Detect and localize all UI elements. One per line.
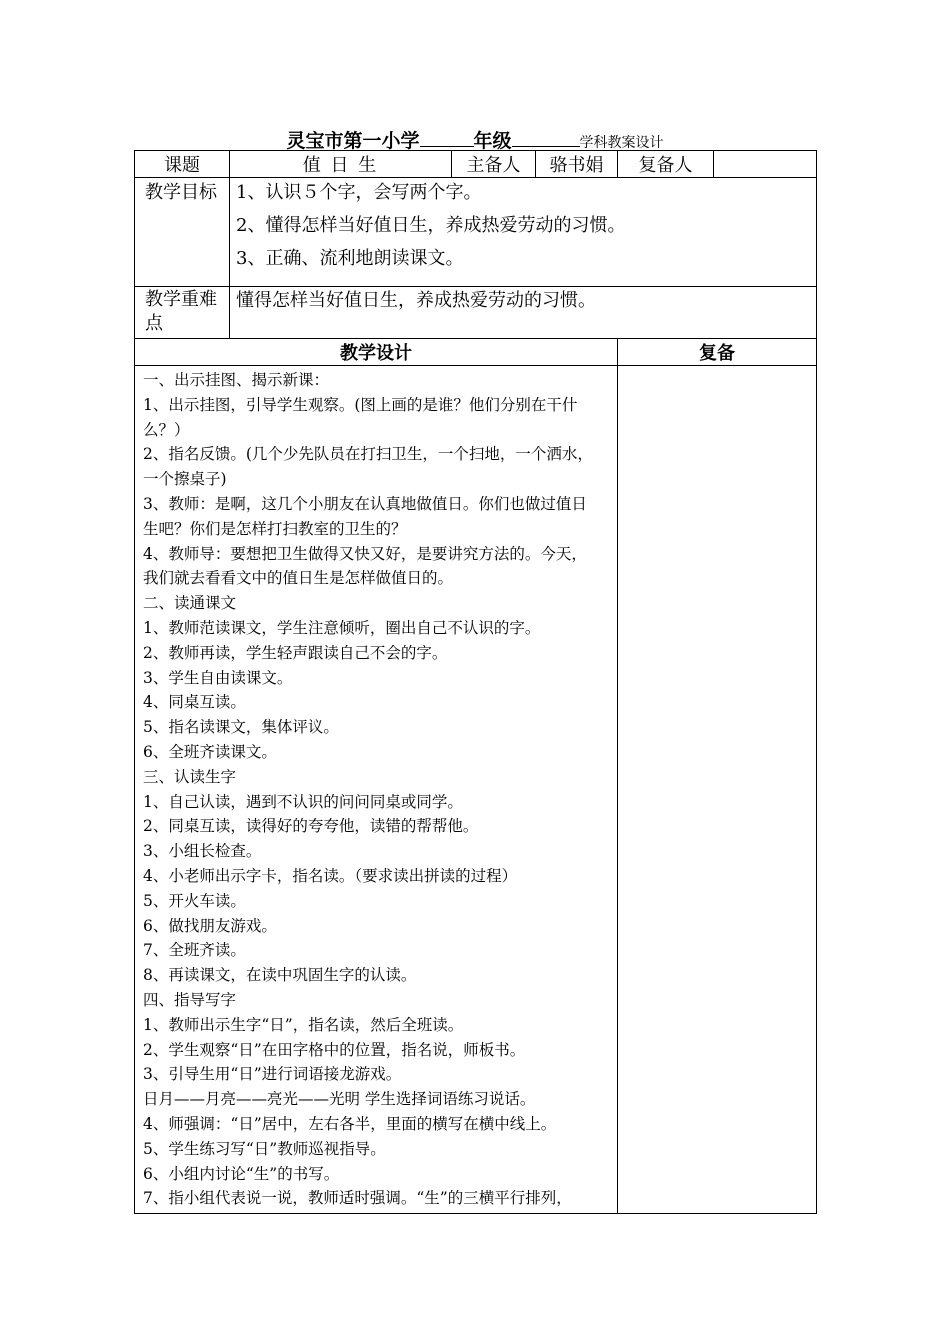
design-line: 6、做找朋友游戏。 <box>143 916 277 935</box>
goal-item: 2、懂得怎样当好值日生，养成热爱劳动的习惯。 <box>236 215 626 236</box>
review-content <box>618 366 817 1214</box>
design-line: 1、出示挂图，引导学生观察。(图上画的是谁？他们分别在干什 <box>143 395 578 414</box>
design-line: 3、教师：是啊，这几个小朋友在认真地做值日。你们也做过值日 <box>143 494 587 513</box>
co-value <box>714 151 817 178</box>
difficulty-text: 懂得怎样当好值日生，养成热爱劳动的习惯。 <box>230 287 817 339</box>
design-line: 二、读通课文 <box>143 594 237 613</box>
design-line: 3、引导生用“日”进行词语接龙游戏。 <box>143 1065 402 1084</box>
goal-item: 3、正确、流利地朗读课文。 <box>236 248 464 269</box>
design-line: 么？） <box>143 420 190 439</box>
design-label: 教学设计 <box>135 339 618 366</box>
design-line: 我们就去看看文中的值日生是怎样做值日的。 <box>143 569 454 588</box>
topic-value: 值 日 生 <box>230 151 452 178</box>
goals-content <box>230 178 817 287</box>
difficulty-label: 教学重难点 <box>135 287 230 339</box>
co-label: 复备人 <box>618 151 714 178</box>
design-header-row <box>135 339 817 366</box>
design-line: 2、教师再读，学生轻声跟读自己不会的字。 <box>143 643 448 662</box>
blank-line <box>512 128 580 147</box>
design-line: 2、学生观察“日”在田字格中的位置，指名说，师板书。 <box>143 1040 526 1059</box>
design-line: 1、教师范读课文，学生注意倾听，圈出自己不认识的字。 <box>143 618 541 637</box>
lesson-plan-table <box>134 150 817 1214</box>
design-line: 一个擦桌子) <box>143 470 227 489</box>
design-line: 4、同桌互读。 <box>143 693 246 712</box>
goals-row <box>135 178 817 287</box>
design-line: 6、全班齐读课文。 <box>143 742 277 761</box>
design-line: 7、全班齐读。 <box>143 941 246 960</box>
design-line: 四、指导写字 <box>143 990 237 1009</box>
lead-value: 骆书娟 <box>536 151 618 178</box>
design-line: 4、小老师出示字卡，指名读。（要求读出拼读的过程） <box>143 866 518 885</box>
design-line: 5、指名读课文，集体评议。 <box>143 718 339 737</box>
title-suffix: 学科教案设计 <box>579 135 664 151</box>
design-line: 生吧？你们是怎样打扫教室的卫生的？ <box>143 519 407 538</box>
info-row <box>135 151 817 178</box>
design-line: 7、指小组代表说一说，教师适时强调。“生”的三横平行排列， <box>143 1189 572 1208</box>
design-line: 一、出示挂图、揭示新课： <box>143 371 330 389</box>
goal-item: 1、认识５个字，会写两个字。 <box>236 182 482 203</box>
design-line: 5、学生练习写“日”教师巡视指导。 <box>143 1139 386 1158</box>
design-content <box>135 366 618 1214</box>
design-line: 5、开火车读。 <box>143 891 246 910</box>
design-body-row <box>135 366 817 1214</box>
design-line: 6、小组内讨论“生”的书写。 <box>143 1164 340 1183</box>
design-line: 8、再读课文，在读中巩固生字的认读。 <box>143 966 417 985</box>
blank-line <box>420 128 474 147</box>
design-line: 2、同桌互读，读得好的夸夸他，读错的帮帮他。 <box>143 817 479 836</box>
design-line: 三、认读生字 <box>143 767 237 786</box>
difficulty-row <box>135 287 817 339</box>
design-line: 3、学生自由读课文。 <box>143 668 293 687</box>
design-line: 4、师强调：“日”居中，左右各半，里面的横写在横中线上。 <box>143 1114 557 1133</box>
design-line: 2、指名反馈。(几个少先队员在打扫卫生，一个扫地，一个洒水， <box>143 445 593 464</box>
design-line: 4、教师导：要想把卫生做得又快又好，是要讲究方法的。今天， <box>143 544 587 563</box>
topic-label: 课题 <box>135 151 230 178</box>
goals-label: 教学目标 <box>135 178 230 287</box>
review-label: 复备 <box>618 339 817 366</box>
lead-label: 主备人 <box>452 151 536 178</box>
design-line: 1、自己认读，遇到不认识的问问同桌或同学。 <box>143 792 463 811</box>
school-name: 灵宝市第一小学 <box>286 130 420 152</box>
design-line: 1、教师出示生字“日”，指名读，然后全班读。 <box>143 1015 464 1034</box>
design-line: 3、小组长检查。 <box>143 842 262 861</box>
design-line: 日月——月亮——亮光——光明 学生选择词语练习说话。 <box>143 1090 536 1109</box>
grade-label: 年级 <box>473 130 512 152</box>
